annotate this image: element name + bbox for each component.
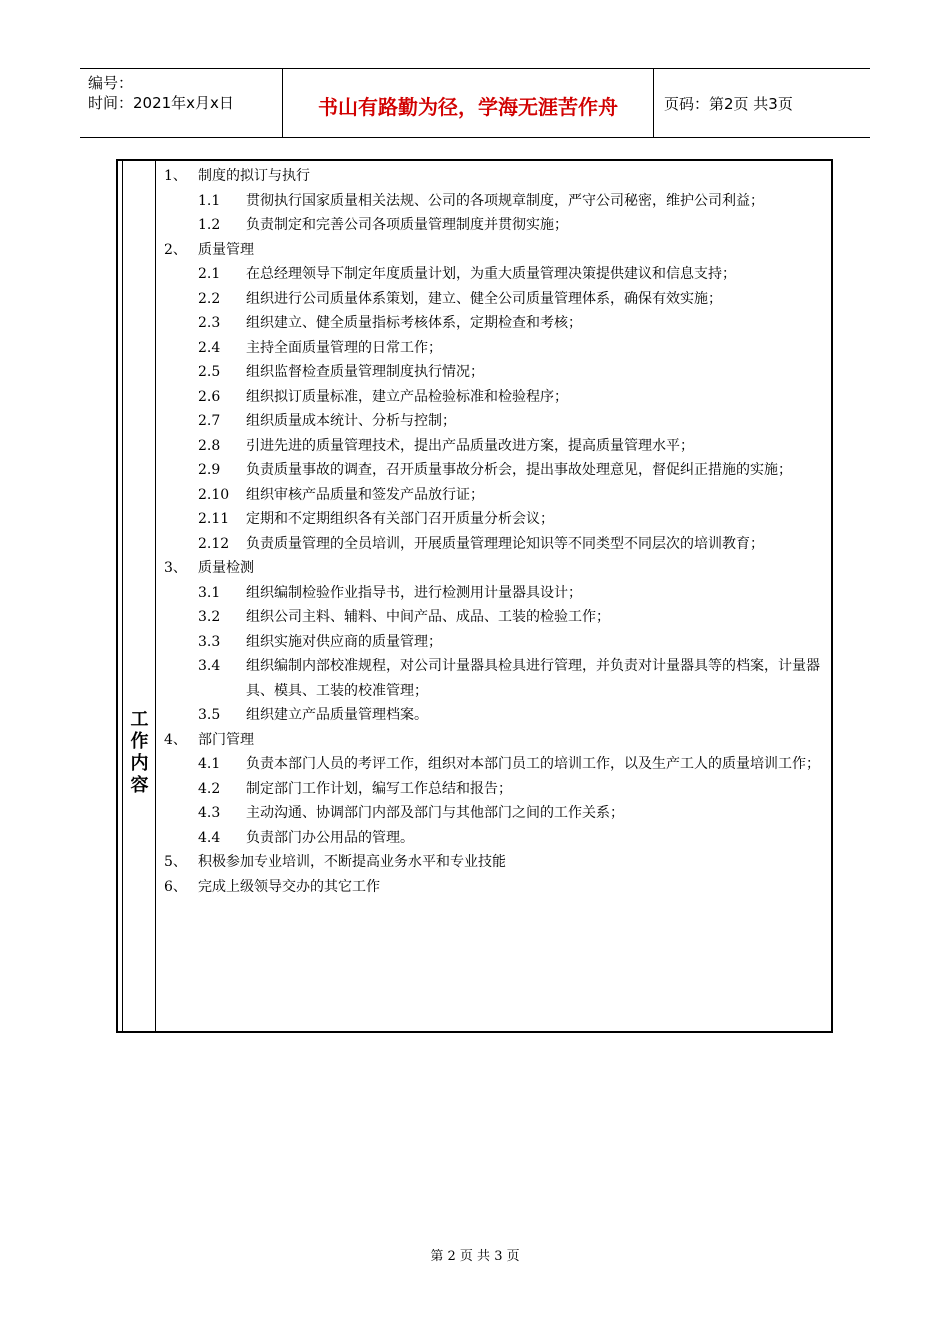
section-label-char: 容	[130, 775, 149, 796]
sub-list-item	[164, 605, 826, 630]
sub-item-text: 组织公司主料、辅料、中间产品、成品、工装的检验工作；	[246, 609, 610, 625]
item-text: 制度的拟订与执行	[198, 168, 310, 184]
sub-list-item	[164, 826, 826, 851]
list-item	[164, 875, 826, 900]
item-text: 质量管理	[198, 241, 254, 258]
item-number: 5、	[164, 854, 187, 870]
sub-item-text: 负责部门办公用品的管理。	[246, 829, 414, 846]
sub-list-item	[164, 801, 826, 826]
sub-item-number: 2.1	[198, 266, 221, 282]
sub-item-text: 组织建立、健全质量指标考核体系，定期检查和考核；	[246, 315, 582, 331]
sub-list-item	[164, 703, 826, 728]
sub-item-text: 组织编制检验作业指导书，进行检测用计量器具设计；	[246, 584, 582, 601]
sub-item-text: 负责制定和完善公司各项质量管理制度并贯彻实施；	[246, 217, 568, 233]
sub-item-text: 主持全面质量管理的日常工作；	[246, 339, 442, 356]
sub-item-text: 组织进行公司质量体系策划，建立、健全公司质量管理体系，确保有效实施；	[246, 290, 722, 307]
sub-list-item	[164, 360, 826, 385]
work-content-list	[164, 164, 826, 899]
sub-item-number: 1.1	[198, 192, 221, 209]
sub-item-number: 1.2	[198, 217, 221, 233]
sub-item-number: 4.2	[198, 780, 221, 797]
list-item	[164, 238, 826, 263]
item-number: 2、	[164, 241, 187, 258]
sub-list-item	[164, 458, 826, 483]
sub-list-item	[164, 777, 826, 802]
sub-list-item	[164, 483, 826, 508]
sub-item-number: 2.8	[198, 437, 221, 454]
sub-item-number: 2.3	[198, 315, 221, 331]
sub-item-number: 3.5	[198, 707, 221, 723]
sub-list-item	[164, 532, 826, 557]
sub-item-number: 2.9	[198, 462, 221, 478]
sub-item-number: 3.2	[198, 609, 221, 625]
sub-list-item	[164, 654, 826, 703]
sub-item-text: 组织质量成本统计、分析与控制；	[246, 413, 456, 429]
list-item	[164, 850, 826, 875]
sub-item-number: 2.2	[198, 290, 221, 307]
item-text: 完成上级领导交办的其它工作	[198, 878, 380, 895]
sub-item-number: 2.6	[198, 388, 221, 405]
sub-item-number: 2.4	[198, 339, 221, 356]
sub-list-item	[164, 311, 826, 336]
sub-item-number: 2.5	[198, 364, 221, 380]
page-footer: 第 2 页 共 3 页	[430, 1249, 520, 1264]
item-number: 3、	[164, 560, 187, 576]
sub-item-text: 在总经理领导下制定年度质量计划，为重大质量管理决策提供建议和信息支持；	[246, 266, 736, 282]
sub-item-text: 负责本部门人员的考评工作，组织对本部门员工的培训工作，以及生产工人的质量培训工作；	[246, 756, 820, 772]
sub-item-number: 2.10	[198, 486, 230, 503]
page-header	[80, 68, 870, 138]
sub-item-text: 组织拟订质量标准，建立产品检验标准和检验程序；	[246, 388, 568, 405]
sub-item-text: 组织审核产品质量和签发产品放行证；	[246, 486, 484, 503]
sub-item-number: 3.1	[198, 584, 221, 601]
list-item	[164, 728, 826, 753]
sub-item-number: 2.11	[198, 511, 230, 527]
sub-item-text: 负责质量管理的全员培训，开展质量管理理论知识等不同类型不同层次的培训教育；	[246, 535, 764, 552]
list-item	[164, 556, 826, 581]
sub-list-item	[164, 752, 826, 777]
item-number: 6、	[164, 878, 187, 895]
sub-item-number: 3.3	[198, 633, 221, 650]
sub-item-number: 4.4	[198, 829, 221, 846]
sub-item-text: 组织建立产品质量管理档案。	[246, 707, 428, 723]
item-text: 积极参加专业培训，不断提高业务水平和专业技能	[198, 854, 506, 870]
sub-list-item	[164, 262, 826, 287]
section-label-char: 工	[130, 709, 149, 730]
section-label-char: 作	[130, 731, 149, 752]
sub-item-text: 制定部门工作计划，编写工作总结和报告；	[246, 780, 512, 797]
sub-item-text: 贯彻执行国家质量相关法规、公司的各项规章制度，严守公司秘密，维护公司利益；	[246, 192, 764, 209]
list-item	[164, 164, 826, 189]
sub-item-text: 负责质量事故的调查，召开质量事故分析会，提出事故处理意见，督促纠正措施的实施；	[246, 462, 792, 478]
section-label	[124, 709, 155, 797]
sub-list-item	[164, 287, 826, 312]
sub-list-item	[164, 581, 826, 606]
header-motto: 书山有路勤为径，学海无涯苦作舟	[318, 95, 618, 119]
table-border-inner	[122, 161, 123, 1031]
header-divider	[653, 69, 654, 137]
sub-list-item	[164, 213, 826, 238]
sub-item-text: 组织监督检查质量管理制度执行情况；	[246, 364, 484, 380]
sub-list-item	[164, 630, 826, 655]
section-label-char: 内	[130, 753, 149, 774]
document-number-label: 编号：	[88, 74, 134, 92]
item-text: 质量检测	[198, 560, 254, 576]
sub-item-text: 定期和不定期组织各有关部门召开质量分析会议；	[246, 511, 554, 527]
sub-list-item	[164, 385, 826, 410]
sub-item-number: 3.4	[198, 658, 221, 674]
work-content-table	[116, 159, 833, 1033]
item-text: 部门管理	[198, 731, 254, 748]
sub-item-number: 2.12	[198, 535, 230, 552]
sub-list-item	[164, 507, 826, 532]
sub-list-item	[164, 409, 826, 434]
sub-item-text: 组织编制内部校准规程，对公司计量器具检具进行管理，并负责对计量器具等的档案，计量器具、模具、工装的校准管理；	[246, 658, 820, 699]
sub-item-number: 4.1	[198, 756, 221, 772]
table-column-divider	[155, 161, 156, 1031]
sub-list-item	[164, 336, 826, 361]
sub-item-text: 组织实施对供应商的质量管理；	[246, 633, 442, 650]
sub-item-text: 引进先进的质量管理技术，提出产品质量改进方案，提高质量管理水平；	[246, 437, 694, 454]
header-meta	[88, 73, 234, 113]
item-number: 4、	[164, 731, 187, 748]
document-date: 时间：2021年x月x日	[88, 94, 234, 112]
sub-list-item	[164, 189, 826, 214]
sub-list-item	[164, 434, 826, 459]
header-page-info: 页码：第2页 共3页	[664, 95, 793, 113]
sub-item-text: 主动沟通、协调部门内部及部门与其他部门之间的工作关系；	[246, 805, 624, 821]
sub-item-number: 4.3	[198, 805, 221, 821]
sub-item-number: 2.7	[198, 413, 221, 429]
item-number: 1、	[164, 168, 187, 184]
